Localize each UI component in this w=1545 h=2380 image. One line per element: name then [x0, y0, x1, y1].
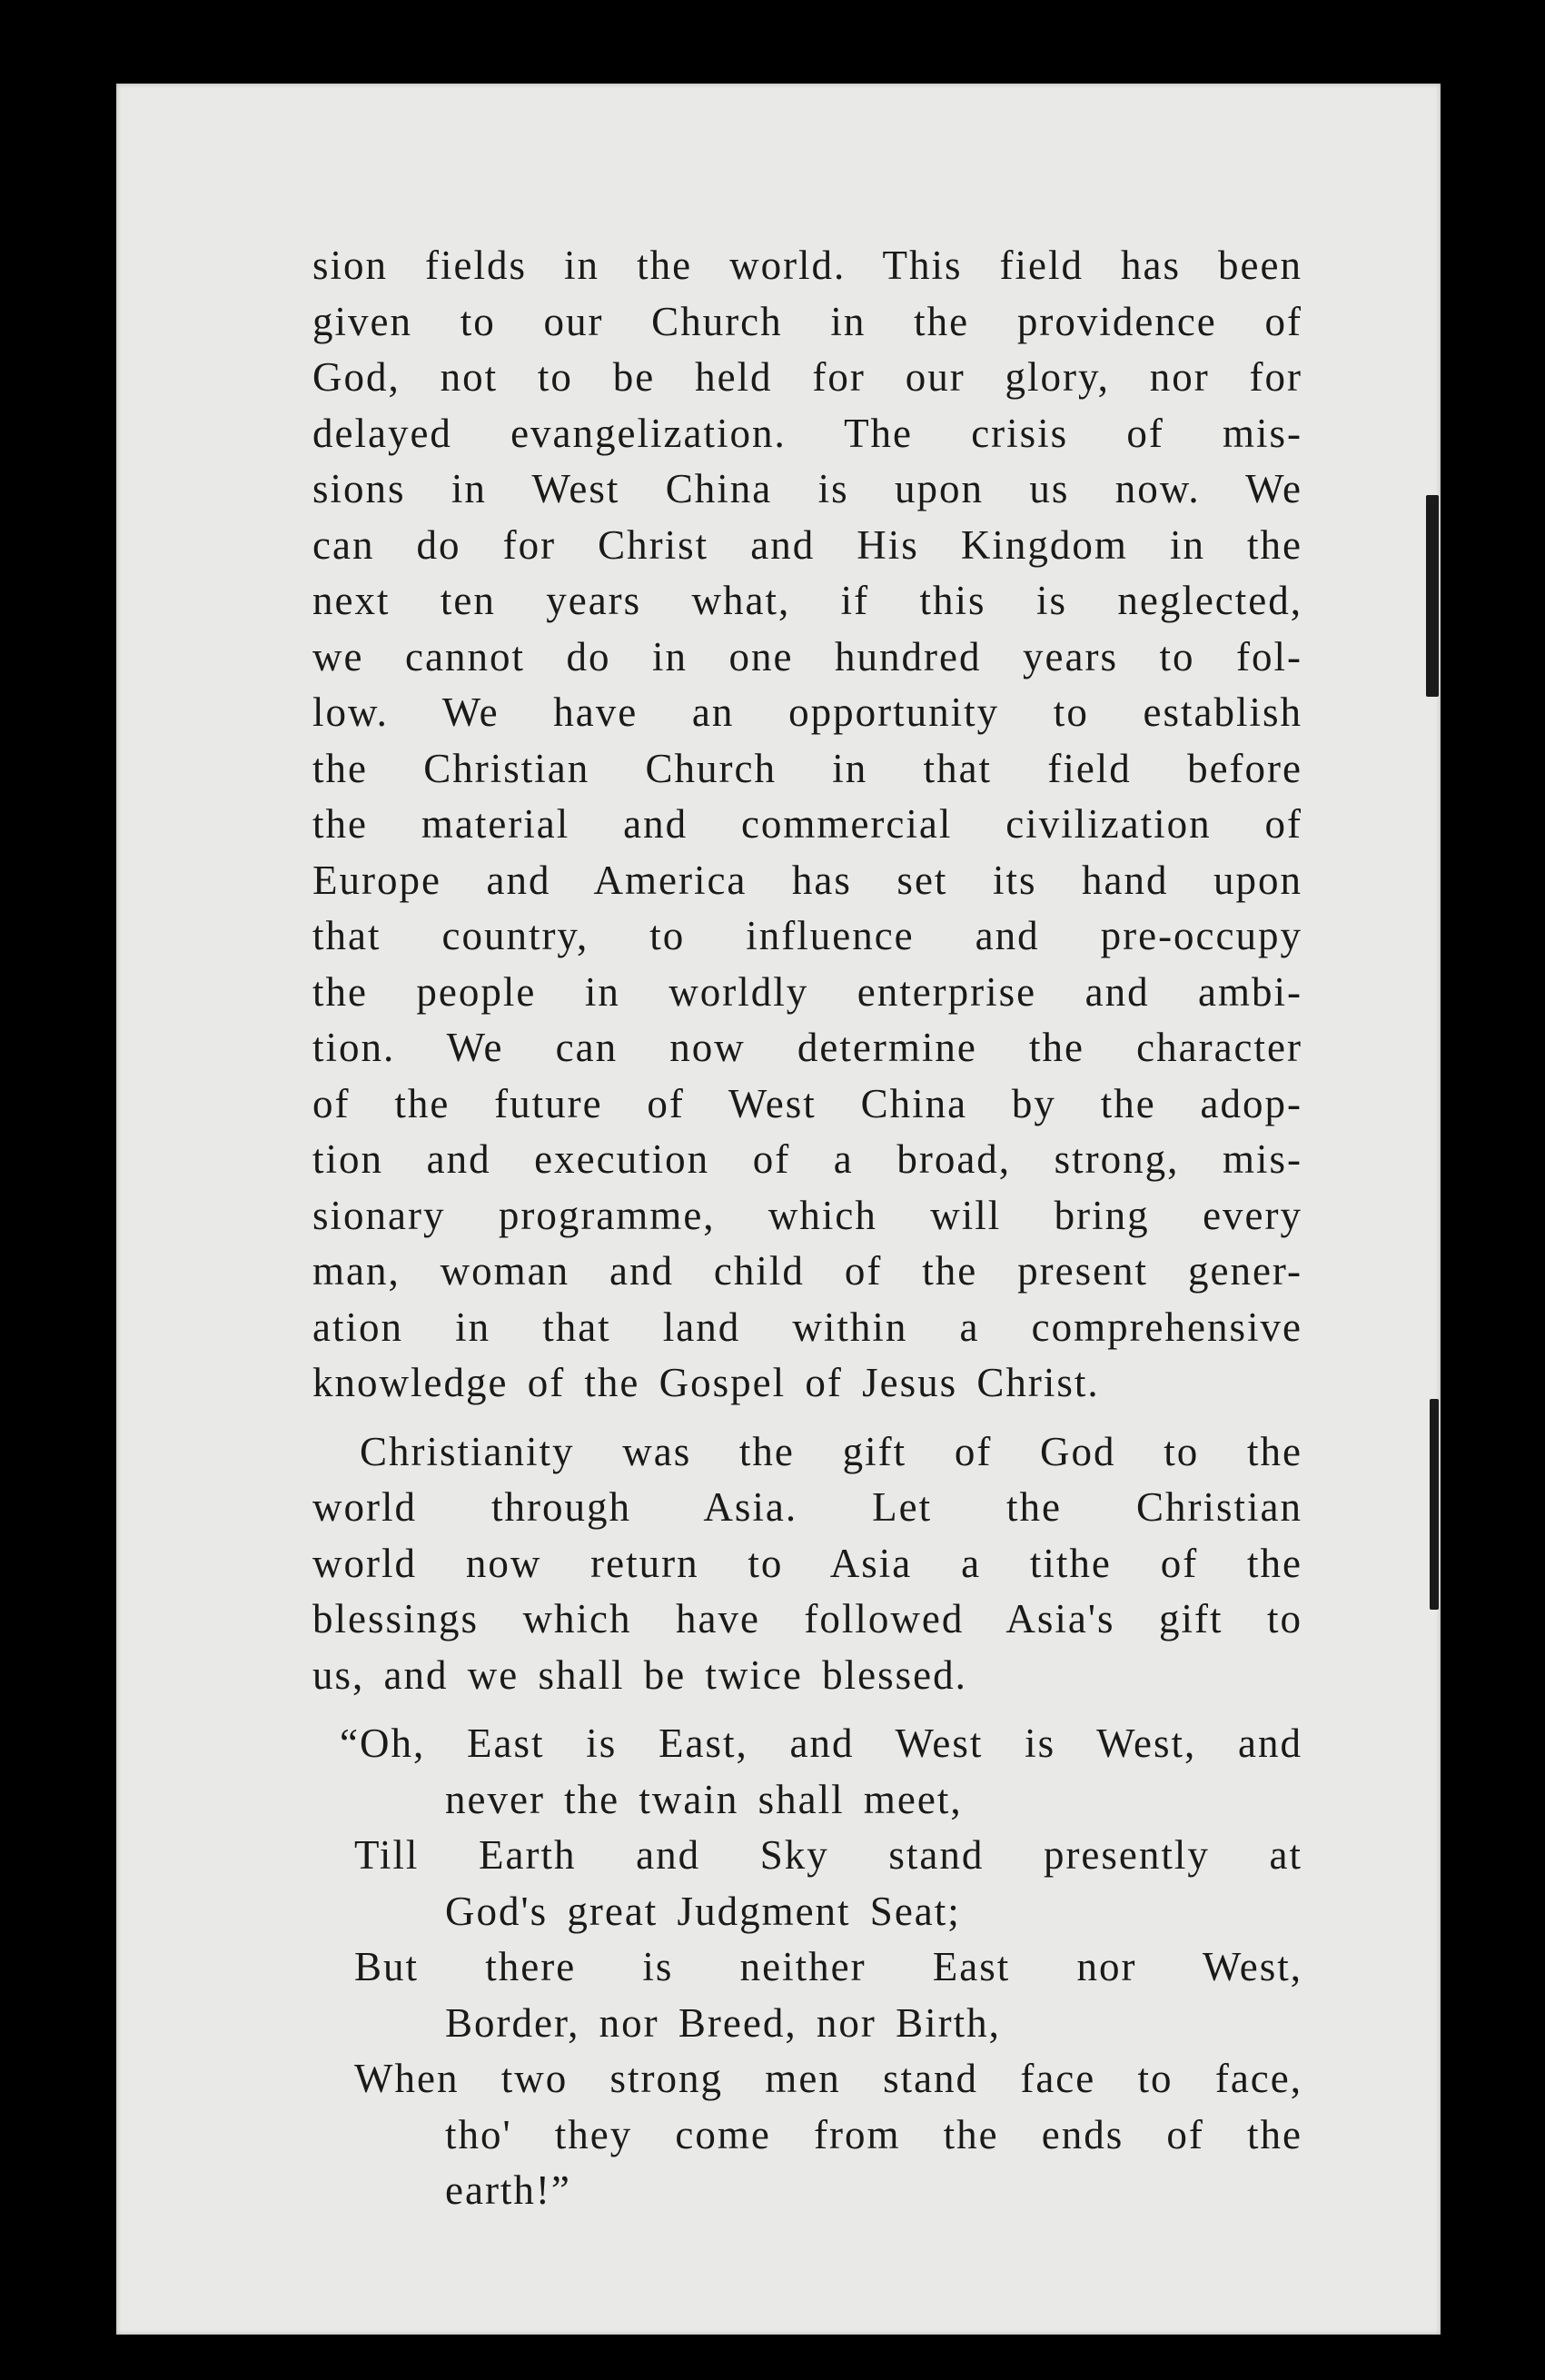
- text-line: ation in that land within a comprehensive: [312, 1304, 1302, 1350]
- text-line: we cannot do in one hundred years to fol-: [312, 633, 1302, 679]
- binding-mark-lower: [1430, 1399, 1439, 1610]
- text-line: low. We have an opportunity to establish: [312, 689, 1302, 735]
- text-line: Christianity was the gift of God to the: [360, 1428, 1302, 1474]
- page-text: [312, 238, 1302, 2219]
- text-line: us, and we shall be twice blessed.: [312, 1651, 967, 1698]
- text-line: world through Asia. Let the Christian: [312, 1484, 1302, 1530]
- text-line: God, not to be held for our glory, nor for: [312, 354, 1302, 400]
- poem-line: God's great Judgment Seat;: [445, 1888, 961, 1934]
- poem-quotation: [312, 1716, 1302, 2219]
- poem-line: Till Earth and Sky stand presently at: [354, 1832, 1302, 1878]
- text-line: sion fields in the world. This field has been: [312, 243, 1302, 288]
- poem-line: earth!”: [445, 2167, 571, 2213]
- text-line: the material and commercial civilization of: [312, 801, 1302, 847]
- paragraph-christianity-gift: [312, 1424, 1302, 1704]
- text-line: sions in West China is upon us now. We: [312, 466, 1302, 511]
- text-line: the Christian Church in that field before: [312, 745, 1302, 791]
- poem-line: But there is neither East nor West,: [354, 1944, 1302, 1989]
- text-line: next ten years what, if this is neglected,: [312, 578, 1302, 623]
- text-line: can do for Christ and His Kingdom in the: [312, 521, 1302, 568]
- poem-line: tho' they come from the ends of the: [445, 2111, 1302, 2157]
- text-line: Europe and America has set its hand upon: [312, 857, 1302, 903]
- text-line: that country, to influence and pre-occupy: [312, 913, 1302, 958]
- text-line: blessings which have followed Asia's gift to: [312, 1596, 1302, 1641]
- text-line: tion and execution of a broad, strong, mis-: [312, 1136, 1302, 1182]
- text-line: tion. We can now determine the character: [312, 1025, 1302, 1070]
- poem-line: “Oh, East is East, and West is West, and: [340, 1721, 1302, 1766]
- paragraph-mission-fields: [312, 238, 1302, 1412]
- text-line: world now return to Asia a tithe of the: [312, 1540, 1302, 1586]
- text-line: given to our Church in the providence of: [312, 298, 1302, 344]
- poem-line: When two strong men stand face to face,: [354, 2056, 1302, 2101]
- poem-line: Border, nor Breed, nor Birth,: [445, 1999, 1001, 2046]
- text-line: delayed evangelization. The crisis of mis-: [312, 410, 1302, 456]
- text-line: man, woman and child of the present gener-: [312, 1248, 1302, 1294]
- poem-line: never the twain shall meet,: [445, 1776, 963, 1822]
- binding-mark-upper: [1426, 495, 1439, 697]
- text-line: knowledge of the Gospel of Jesus Christ.: [312, 1360, 1100, 1405]
- text-line: of the future of West China by the adop-: [312, 1080, 1302, 1126]
- text-line: sionary programme, which will bring every: [312, 1192, 1302, 1238]
- text-line: the people in worldly enterprise and ambi-: [312, 968, 1302, 1015]
